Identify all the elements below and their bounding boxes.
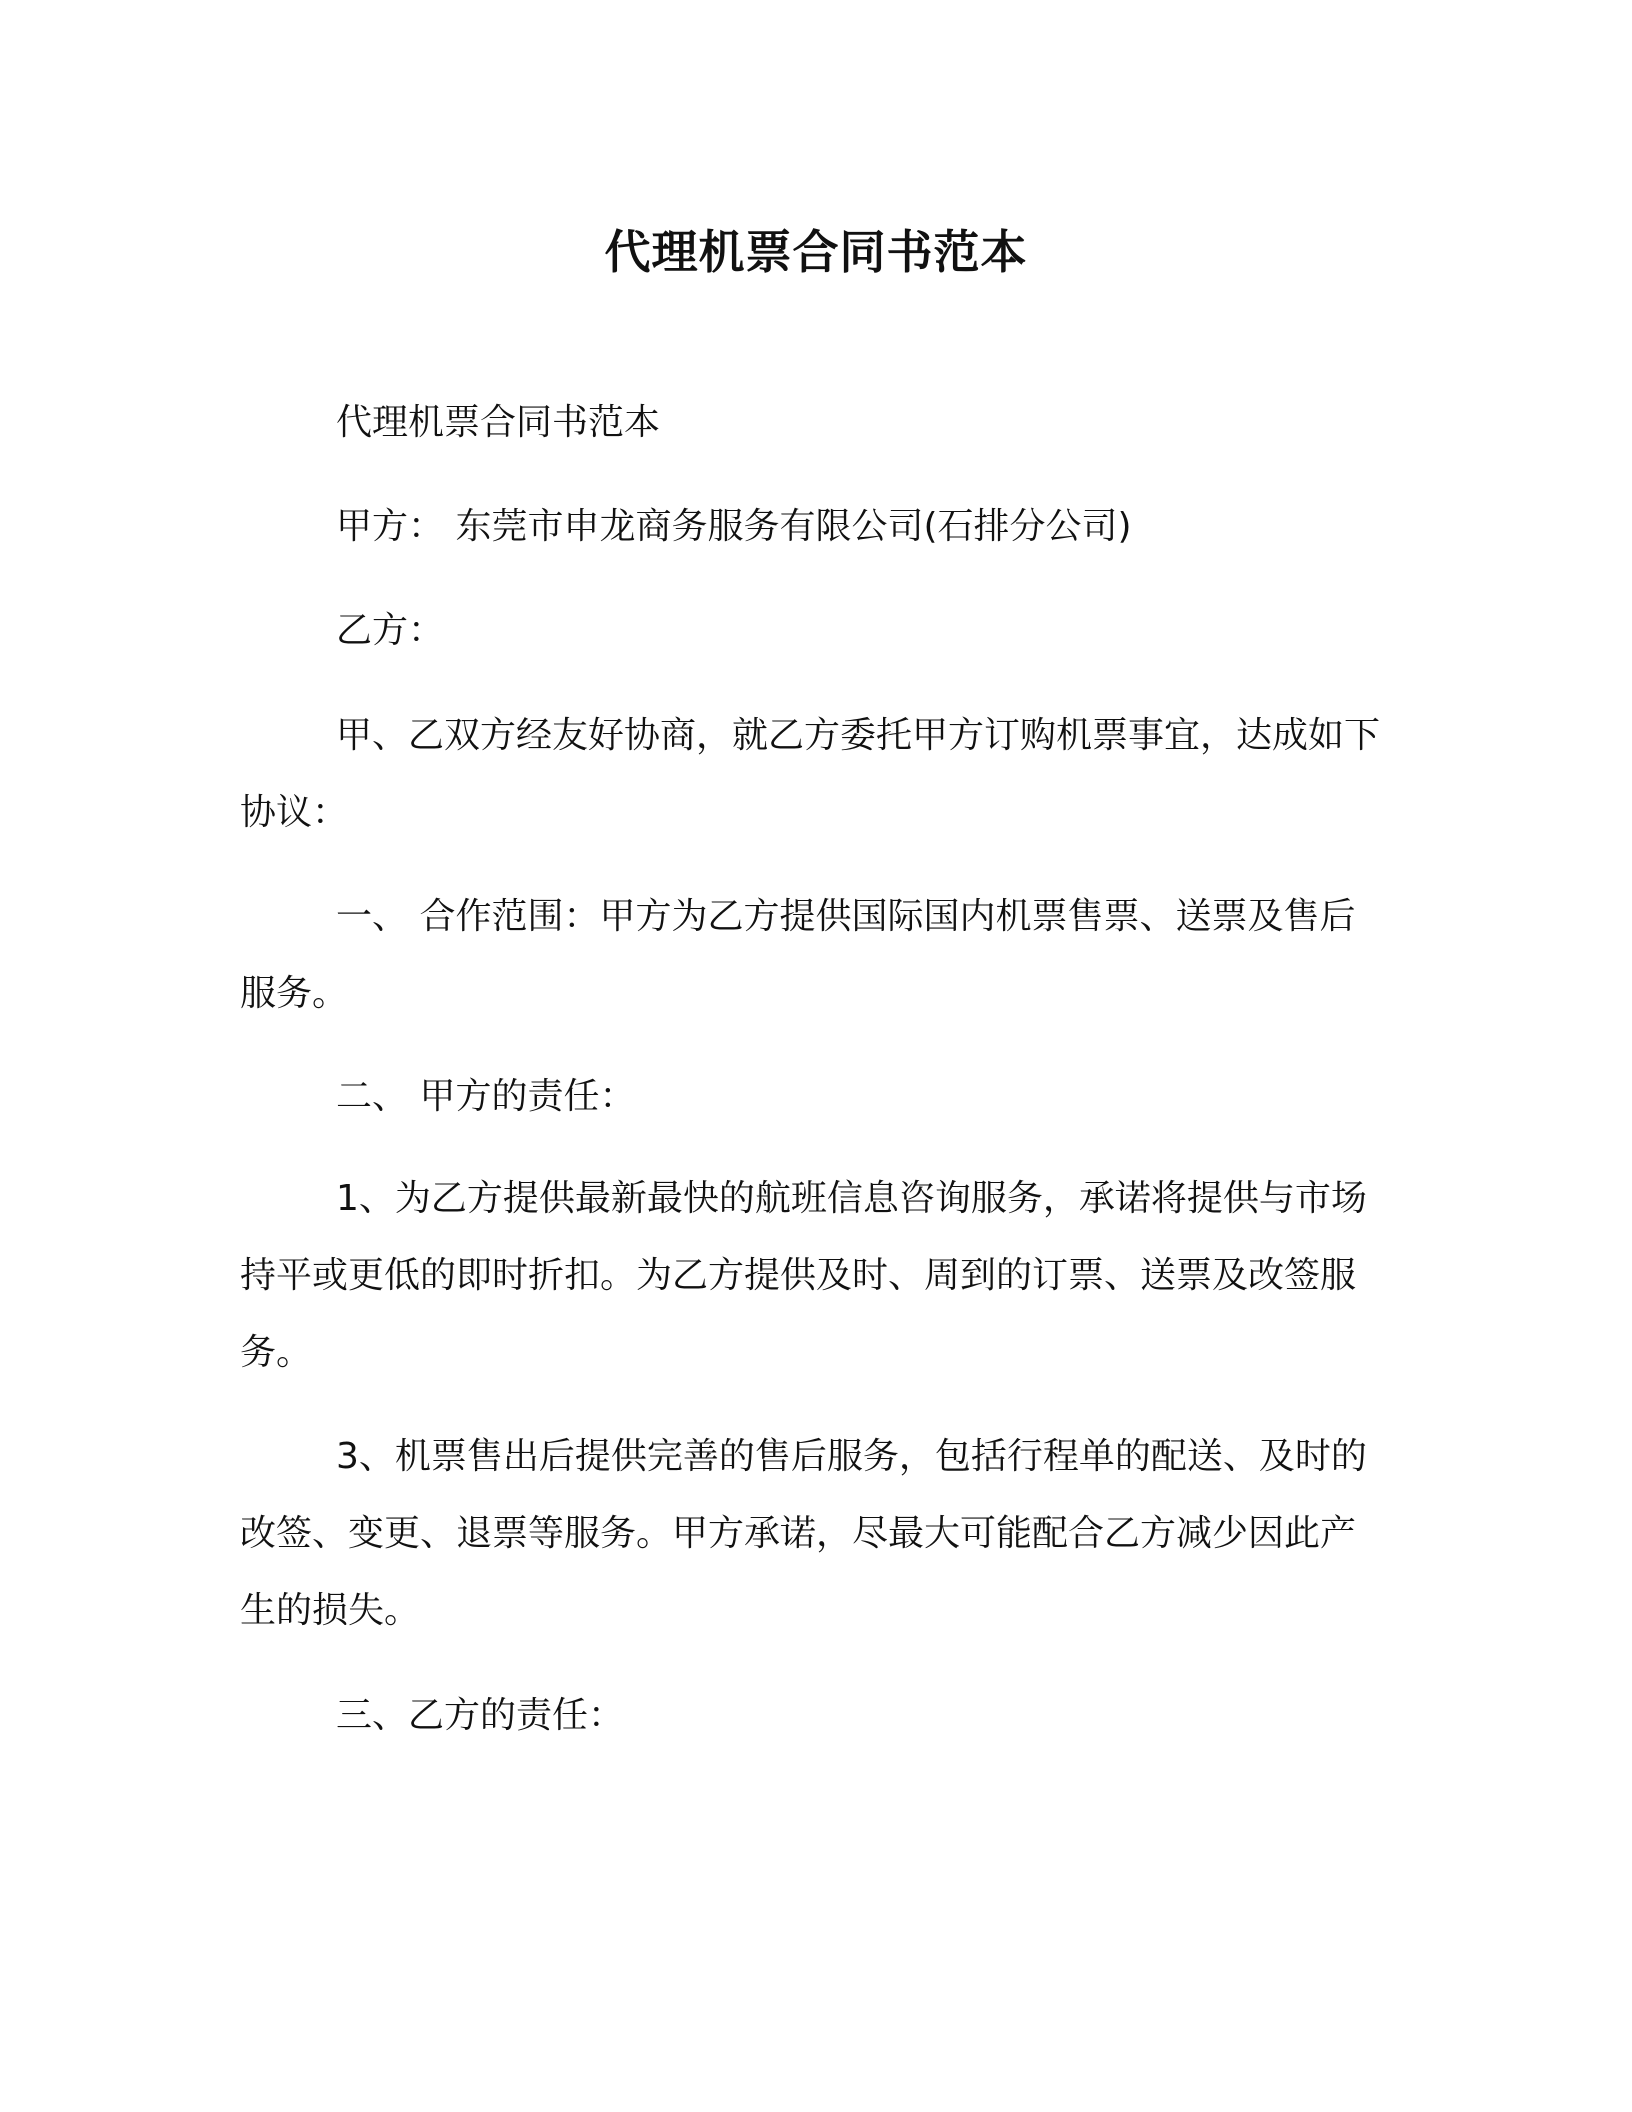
party-a-line: 甲方： 东莞市申龙商务服务有限公司(石排分公司) xyxy=(336,506,1132,547)
section-party-a-responsibility: 二、 甲方的责任： xyxy=(336,1076,636,1117)
document-subtitle: 代理机票合同书范本 xyxy=(336,402,661,443)
party-b-line: 乙方： xyxy=(336,610,445,651)
party-a-item-3: 3、机票售出后提供完善的售后服务，包括行程单的配送、及时的改签、变更、退票等服务。甲方承诺，尽最大可能配合乙方减少因此产生的损失。 xyxy=(240,1436,1367,1631)
document-title: 代理机票合同书范本 xyxy=(604,225,1028,279)
intro-paragraph: 甲、乙双方经友好协商，就乙方委托甲方订购机票事宜，达成如下协议： xyxy=(240,715,1381,833)
party-a-item-1: 1、为乙方提供最新最快的航班信息咨询服务，承诺将提供与市场持平或更低的即时折扣。为乙方提供及时、周到的订票、送票及改签服务。 xyxy=(240,1178,1367,1373)
section-party-b-responsibility: 三、乙方的责任： xyxy=(336,1695,625,1736)
section-scope: 一、 合作范围：甲方为乙方提供国际国内机票售票、送票及售后服务。 xyxy=(240,896,1356,1014)
